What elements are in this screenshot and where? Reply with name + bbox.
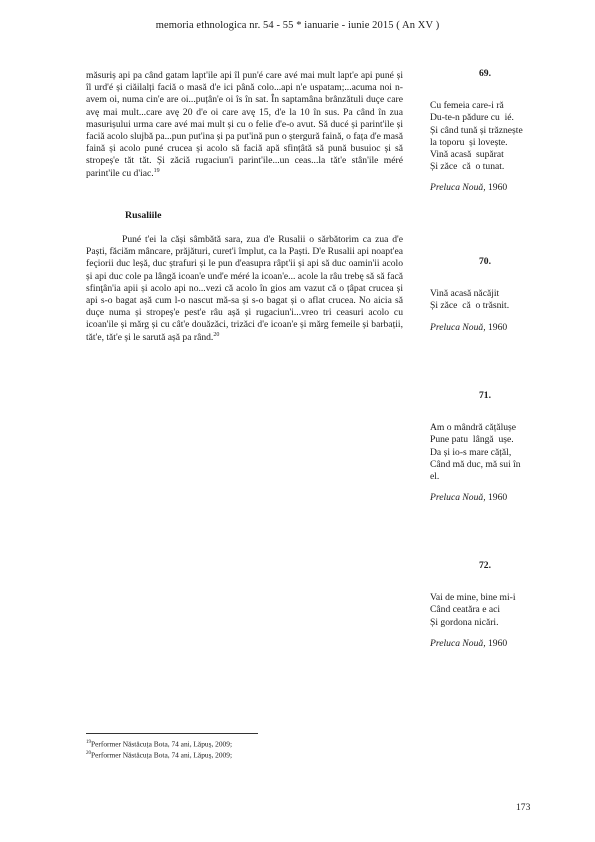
poem-line: Am o mândră cățălușe bbox=[430, 422, 517, 434]
footnote-text: Performer Năstăcuța Bota, 74 ani, Lăpuș, 2009; bbox=[91, 739, 232, 749]
poem-lines bbox=[430, 288, 550, 312]
footnote-ref: 19 bbox=[153, 167, 160, 174]
poem-line: Și zăce că o tunat. bbox=[430, 161, 505, 173]
footnote-ref: 20 bbox=[213, 331, 220, 338]
running-header: memoria ethnologica nr. 54 - 55 * ianuarie - iunie 2015 ( An XV ) bbox=[155, 20, 440, 31]
footnote-divider bbox=[86, 733, 258, 734]
poem-line: Și gordona nicări. bbox=[430, 616, 499, 628]
footnote-mark: 20 bbox=[86, 751, 91, 757]
page-number: 173 bbox=[516, 802, 531, 813]
poem-line: Du-te-n pădure cu ié. bbox=[430, 112, 514, 124]
poem-source: Preluca Nouă, 1960 bbox=[430, 321, 508, 333]
poem-source: Preluca Nouă, 1960 bbox=[430, 637, 508, 649]
main-text-column bbox=[86, 70, 403, 344]
poem-70 bbox=[430, 256, 550, 334]
source-year: 1960 bbox=[488, 182, 508, 194]
source-place: Preluca Nouă bbox=[430, 637, 484, 649]
poem-line: el. bbox=[430, 471, 440, 483]
source-year: 1960 bbox=[488, 492, 508, 504]
poem-line: Da și io-s mare cățăl, bbox=[430, 446, 512, 458]
paragraph-text: Puné t'ei la căși sâmbătă sara, zua d'e Rusalii o sărbătorim ca zua d'e Paști, făciăm mâncare, prăjături, curet'i împlut, ca la Paști. D'e Rusalii api noapt'ea feçiorii duc leșă, duc ștrafuri și le pun d'easupra râpt'ii și api să duc oamin'ii acolo și api duc cole pa lângă icoan'e und'e méré la icoan'e... acole la râu trebę să să facă sfinţân'ia apii și acolo api no...vezi că acolo în gios am vazut că o țâpat crucea și api s-o bagat așă cum l-o nascut mă-sa și s-o bagat și o aflat crucea. No aicia să duçe numa și stropeș'e pest'e râu așă și rugaciun'i...vreo tri ceasuri acolo cu icoan'ile și mărg și cu cât'e douăzăci, trizăci d'e icoan'e și mărg femeile și barbații, tăt'e, tăt'e și le sarută așă pa rând. bbox=[86, 234, 403, 343]
poem-lines bbox=[430, 100, 550, 173]
source-year: 1960 bbox=[488, 321, 508, 333]
footnote-mark: 19 bbox=[86, 740, 91, 745]
poem-number: 70. bbox=[479, 256, 491, 267]
poem-number: 71. bbox=[479, 390, 491, 401]
source-place: Preluca Nouă bbox=[430, 492, 484, 504]
poem-line: Când ceatăra e aci bbox=[430, 604, 501, 616]
poem-source: Preluca Nouă, 1960 bbox=[430, 182, 508, 194]
footnote bbox=[86, 738, 386, 749]
source-year: 1960 bbox=[488, 637, 508, 649]
poem-line: Vai de mine, bine mi-i bbox=[430, 592, 516, 604]
poem-line: Pune patu lângă ușe. bbox=[430, 434, 514, 446]
poem-line: la toporu și lovește. bbox=[430, 136, 508, 148]
footnote bbox=[86, 749, 386, 760]
poem-line: Și când tună și trăznește bbox=[430, 124, 523, 136]
poem-source: Preluca Nouă, 1960 bbox=[430, 492, 508, 504]
poem-lines bbox=[430, 422, 550, 483]
source-place: Preluca Nouă bbox=[430, 182, 484, 194]
poem-69 bbox=[430, 68, 550, 195]
paragraph-text: măsuriș api pa când gatam lapt'ile api îl pun'é care avé mai mult lapt'e api puné și îl urd'é și ciăilalți faciă o masă d'e ici până colo...api n'e uspatam;...acuma noi n-avem oi, numa cin'e are oi...puțân'e oi îs în sat. În saptamâna brânzătuli duçe care avę mai mult...care avę 20 d'e oi care avę 15, d'e la 10 în sus. Pa când în zua masurișului urma care avé mai mult și cu o felie d'e-o avut. Să ducé și parint'ile și faciă acolo slujbă pa...pun put'ina și pa put'ină pun o ștergură faină, o fața d'e masă faină și acolo puné crucea și acolo să faciă apă sfințâtă să pună busuioc și să stropeș'e tăt tăt. Și zăciă rugaciun'i parint'ile...un ceas...la tăt'e stân'ile méré parint'ile cu d'iac. bbox=[86, 70, 403, 179]
poem-line: Cu femeia care-i ră bbox=[430, 100, 504, 112]
poem-line: Când mă duc, mă sui în bbox=[430, 458, 521, 470]
poem-line: Vină acasă supărat bbox=[430, 149, 504, 161]
footnote-text: Performer Năstăcuța Bota, 74 ani, Lăpuș, 2009; bbox=[91, 750, 232, 760]
poem-72 bbox=[430, 560, 550, 650]
body-paragraph bbox=[86, 234, 403, 344]
footnotes bbox=[86, 738, 386, 761]
poem-line: Și zăce că o trăsnit. bbox=[430, 300, 510, 312]
poem-number: 69. bbox=[479, 68, 491, 79]
body-paragraph bbox=[86, 70, 403, 180]
section-heading: Rusaliile bbox=[125, 209, 162, 221]
poem-lines bbox=[430, 592, 550, 629]
poem-71 bbox=[430, 390, 550, 504]
source-place: Preluca Nouă bbox=[430, 321, 484, 333]
poem-number: 72. bbox=[479, 560, 491, 571]
poem-line: Vină acasă năcăjit bbox=[430, 288, 500, 300]
